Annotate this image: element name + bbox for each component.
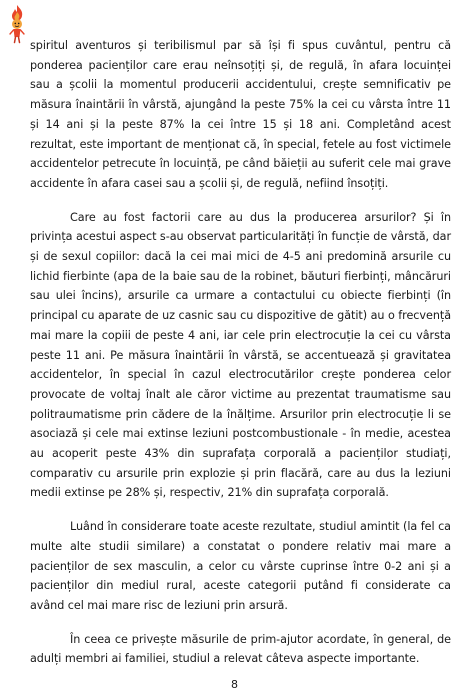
body-text — [30, 36, 451, 683]
flame-mascot-icon — [6, 4, 28, 44]
paragraph-3: Luând în considerare toate aceste rezultate, studiul amintit (la fel ca multe alte studii similare) a constatat o pondere relativ mai mare a pacienților de sex masculin, a celor cu vârste cuprinse între 0-2 ani și a pacienților din mediul rural, aceste categorii putând fi considerate ca având cel mai mare risc de leziuni prin arsură. — [30, 520, 451, 612]
paragraph-4: În ceea ce privește măsurile de prim-ajutor acordate, în general, de adulți membri ai familiei, studiul a relevat câteva aspecte importante. — [30, 632, 451, 666]
page-number: 8 — [231, 678, 238, 691]
paragraph-1: spiritul aventuros și teribilismul par să își fi spus cuvântul, pentru că ponderea pacienților care erau neînsoțiți și, de regulă, în afara locuinței sau a școlii la momentul producerii accidentului, crește semnificativ pe măsura înaintării în vârstă, ajungând la peste 75% la cei cu vârsta între 11 și 14 ani și la peste 87% la cei între 15 și 18 ani. Completând acest rezultat, este important de menționat că, în special, fetele au fost victimele accidentelor petrecute în locuință, pe când băieții au suferit cele mai grave accidente în afara casei sau a școlii și, de regulă, nefiind însoțiți. — [30, 39, 451, 190]
paragraph-2: Care au fost factorii care au dus la producerea arsurilor? Și în privința acestui aspect s-au observat particularități în funcție de vârstă, dar și de sexul copiilor: dacă la cei mai mici de 4-5 ani predomină arsurile cu lichid fierbinte (apa de la baie sau de la robinet, băuturi fierbinți, mâncăruri sau ulei încins), arsurile ca urmare a contactului cu obiecte fierbinți (în principal cu aparate de uz casnic sau cu dispozitive de gătit) au o frecvență mai mare la copiii de peste 4 ani, iar cele prin electrocuție la cei cu vârsta peste 11 ani. Pe măsura înaintării în vârstă, se accentuează și gravitatea accidentelor, în special în cazul electrocutărilor crește ponderea celor provocate de voltaj înalt ale căror victime au prezentat traumatisme sau politraumatisme prin cădere de la înălțime. Arsurilor prin electrocuție li se asociază și cele mai extinse leziuni postcombustionale - în medie, acestea au acoperit peste 43% din suprafața corporală a pacienților studiați, comparativ cu arsurile prin explozie și prin flacără, care au dus la leziuni medii extinse pe 28% și, respectiv, 21% din suprafața corporală. — [30, 210, 451, 500]
